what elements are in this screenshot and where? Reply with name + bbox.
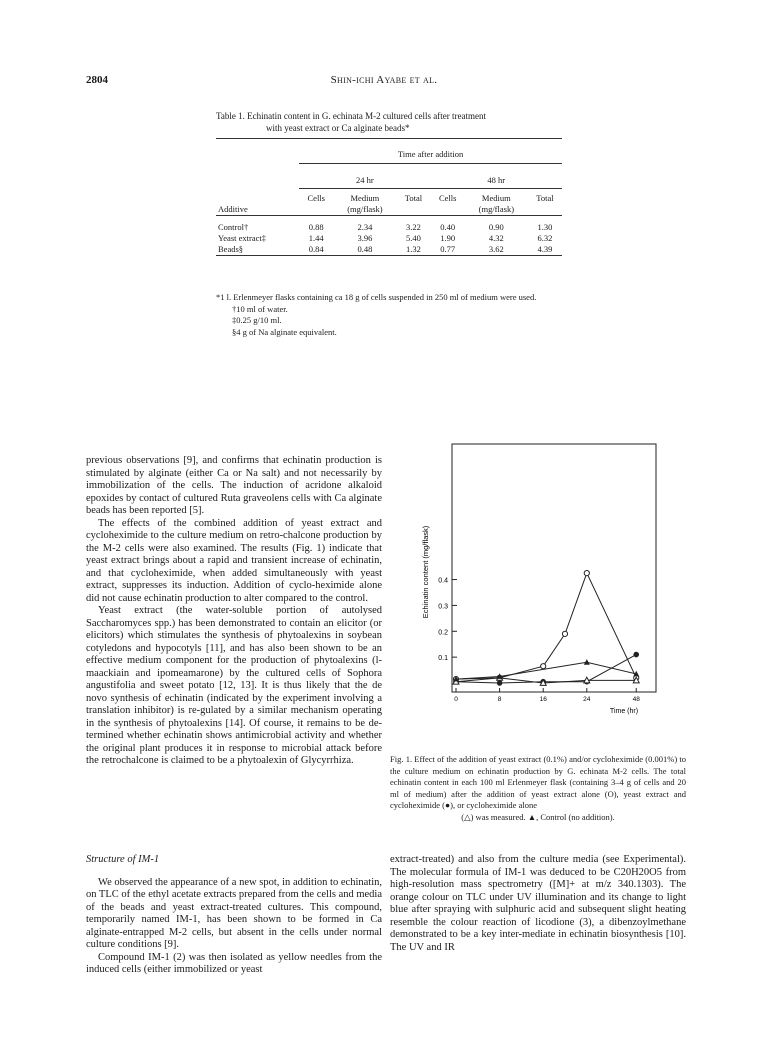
open-circle-marker (584, 570, 589, 575)
bottom-right-column (390, 854, 686, 954)
y-tick-label: 0.4 (438, 577, 448, 585)
footnote: †10 ml of water. (232, 303, 288, 314)
col-total: Total (536, 193, 554, 203)
table-cell: 0.77 (431, 244, 465, 256)
table-cell: 1.90 (440, 233, 456, 243)
table-caption-line1: Table 1. Echinatin content in G. echinata M-2 cultured cells after treatment (216, 111, 487, 121)
row-additive: Control† (218, 222, 249, 232)
table-footnotes (216, 292, 566, 338)
paragraph: previous observations [9], and confirms that echinatin production is stimulated by alginate (either Ca or Na salt) and not necessarily by immobilization of the cells. The induction of acridone alkaloid epoxides by contact of cultured Ruta graveolens cells with Ca alginate beads has been reported [5]. (86, 455, 382, 516)
table-caption (216, 110, 566, 134)
col-additive: Additive (216, 204, 299, 216)
col-medium: Medium (350, 193, 380, 203)
footnote: ‡0.25 g/10 ml. (232, 315, 282, 325)
left-column (86, 455, 382, 768)
footnote: §4 g of Na alginate equivalent. (232, 326, 337, 337)
series-line-filled-triangle (456, 662, 636, 679)
table-cell: 0.48 (333, 244, 396, 256)
paragraph: Compound IM-1 (2) was then isolated as yellow needles from the induced cells (either immobilized or yeast (86, 951, 382, 975)
paragraph: We observed the appearance of a new spot, in addition to echinatin, on TLC of the ethyl acetate extracts prepared from the cells and media of the beads and yeast extract-treated cultures. This compound, temporarily named IM-1, has been shown to be formed in Ca alginate-entrapped M-2 cells, but absent in the cells under normal culture conditions [9]. (86, 876, 383, 950)
page-header (86, 74, 682, 90)
col-cells: Cells (307, 193, 325, 203)
unit-label: (mg/flask) (333, 204, 396, 216)
echinatin-table (216, 138, 562, 256)
row-additive: Yeast extract‡ (218, 233, 266, 243)
table-cell: 0.88 (308, 222, 324, 232)
filled-circle-marker (497, 680, 503, 686)
filled-triangle-marker (584, 659, 590, 665)
x-tick-label: 16 (539, 696, 547, 703)
y-axis-label: Echinatin content (mg/flask) (421, 525, 430, 619)
table-cell: 5.40 (406, 233, 421, 243)
table-caption-line2: with yeast extract or Ca alginate beads* (266, 123, 410, 133)
table-cell: 4.32 (488, 233, 504, 243)
x-tick-label: 48 (632, 696, 640, 703)
table-row (216, 222, 562, 233)
paragraph: extract-treated) and also from the culture media (see Experimental). The molecular formula of IM-1 was deduced to be C20H20O5 from high-resolution mass spectrometry ([M]+ at m/z 340.1303). The orange colour on TLC under UV illumination and its change to light blue after spraying with sulphuric acid and subsequent slight heating resemble the colour reaction of licodione (3), a dibenzoylmethane demonstrated to be a key inter-mediate in echinatin biosynthesis [10]. The UV and IR (390, 854, 686, 953)
footnote: *1 l. Erlenmeyer flasks containing ca 18 g of cells suspended in 250 ml of medium were used. (216, 292, 537, 302)
y-tick-label: 0.1 (438, 655, 448, 663)
x-tick-label: 24 (583, 696, 591, 703)
table-cell: 1.32 (396, 244, 430, 256)
table-cell: 3.96 (357, 233, 373, 243)
open-circle-marker (541, 664, 546, 669)
row-additive: Beads§ (216, 244, 299, 256)
table-cell: 4.39 (528, 244, 562, 256)
table-cell: 0.90 (488, 222, 504, 232)
table-cell: 1.30 (537, 222, 553, 232)
unit-label: (mg/flask) (465, 204, 528, 216)
y-tick-label: 0.3 (438, 603, 448, 611)
group-header: Time after addition (299, 145, 562, 164)
col-total: Total (404, 193, 423, 203)
figure-caption-text: Fig. 1. Effect of the addition of yeast extract (0.1%) and/or cycloheximide (0.001%) to the culture medium on echinatin production by G. echinata M-2 cells. The total echinatin content in each 100 ml Erlenmeyer flask (containing 3–4 g of cells and 20 ml of medium) after the addition of yeast extract alone (O), yeast extract and cycloheximide (●), or cycloheximide alone (390, 754, 686, 810)
figure-caption-last: (△) was measured. ▲, Control (no addition). (461, 811, 615, 822)
table-cell: 6.32 (537, 233, 553, 243)
table-row (216, 244, 562, 256)
open-circle-marker (562, 631, 567, 636)
table-cell: 1.44 (308, 233, 324, 243)
table-cell: 0.84 (299, 244, 333, 256)
paragraph: The effects of the combined addition of yeast extract and cycloheximide to the culture medium on retro-chalcone production by the M-2 cells were also examined. The results (Fig. 1) indicate that yeast extract brings about a rapid and transient increase of echinatin, and that cycloheximide, when added simultaneously with yeast extract, suppresses its induction. Addition of cyclo-heximide alone did not cause echinatin production to alter compared to the control. (86, 517, 382, 604)
table-cell: 3.22 (406, 222, 421, 232)
table-cell: 2.34 (357, 222, 373, 232)
series-line-open-circle (456, 573, 636, 679)
x-tick-label: 8 (497, 696, 502, 703)
figure-caption (390, 754, 686, 823)
table-cell: 3.62 (465, 244, 528, 256)
page-number: 2804 (86, 74, 108, 86)
paragraph: Yeast extract (the water-soluble portion of autolysed Saccharomyces spp.) has been demonstrated to contain an elicitor (or elicitors) which stimulates the synthesis of phytoalexins in soybean cotyledons and hypocotyls [11], and has also been shown to be an effective medium component for the production of phytoalexins (l-maackiain and ipomeamarone) by the cultured cells of Sophora angustifolia and sweet potato [12, 13]. It is thus likely that the de novo synthesis of echinatin (indicated by the experiment involving a translation inhibitor) is re-gulated by a similar mechanism operating in the synthesis of phytoalexins [14]. Of course, it remains to be de-termined whether echinatin shows antimicrobial activity and whether the original plant produces it in response to microbial attack before the retrochalcone is claimed to be a phytoalexin of Glycyrrhiza. (86, 605, 382, 766)
time-48-header: 48 hr (431, 172, 562, 189)
running-head: Shin-ichi Ayabe et al. (330, 74, 438, 86)
bottom-left-column (86, 854, 382, 977)
y-tick-label: 0.2 (438, 629, 448, 637)
figure-1-chart (392, 412, 678, 752)
col-medium: Medium (481, 193, 511, 203)
x-axis-label: Time (hr) (609, 708, 639, 715)
time-24-header: 24 hr (299, 172, 430, 189)
col-cells: Cells (438, 193, 457, 203)
filled-circle-marker (633, 652, 639, 658)
section-title: Structure of IM-1 (86, 854, 160, 865)
table-row (216, 233, 562, 244)
table-cell: 0.40 (440, 222, 456, 232)
x-tick-label: 0 (454, 696, 458, 703)
